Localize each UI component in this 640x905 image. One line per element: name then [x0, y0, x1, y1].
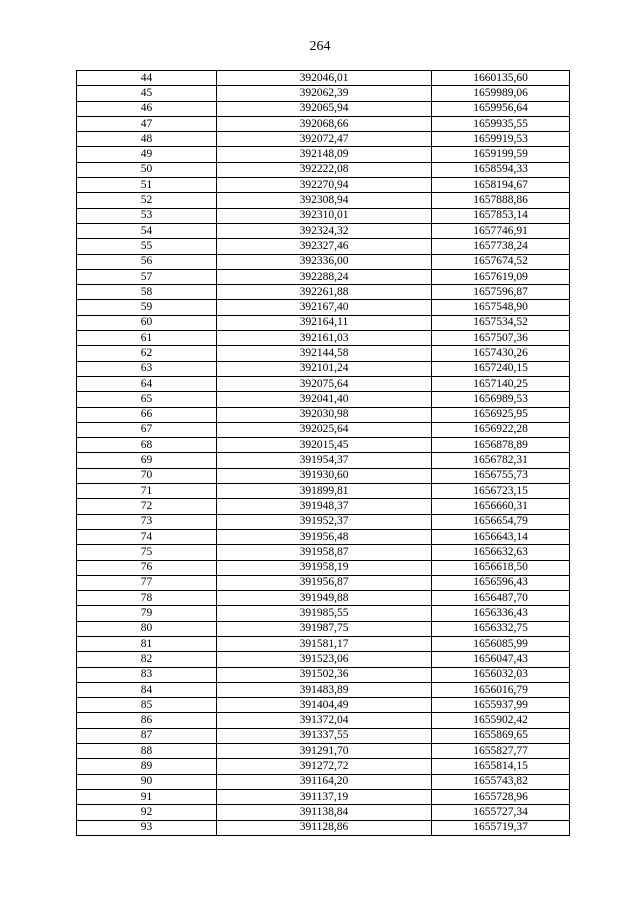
y-coordinate-cell: 1656782,31 — [432, 453, 570, 468]
y-coordinate-cell: 1656878,89 — [432, 438, 570, 453]
y-coordinate-cell: 1656016,79 — [432, 682, 570, 697]
point-number-cell: 63 — [77, 361, 217, 376]
table-row — [77, 285, 570, 300]
x-coordinate-cell: 391958,19 — [217, 560, 432, 575]
table-row — [77, 438, 570, 453]
point-number-cell: 92 — [77, 805, 217, 820]
x-coordinate-cell: 391948,37 — [217, 499, 432, 514]
y-coordinate-cell: 1657746,91 — [432, 223, 570, 238]
point-number-cell: 79 — [77, 606, 217, 621]
x-coordinate-cell: 391985,55 — [217, 606, 432, 621]
x-coordinate-cell: 391899,81 — [217, 484, 432, 499]
point-number-cell: 69 — [77, 453, 217, 468]
point-number-cell: 48 — [77, 132, 217, 147]
point-number-cell: 73 — [77, 514, 217, 529]
x-coordinate-cell: 392324,32 — [217, 223, 432, 238]
x-coordinate-cell: 391138,84 — [217, 805, 432, 820]
y-coordinate-cell: 1655827,77 — [432, 744, 570, 759]
x-coordinate-cell: 391337,55 — [217, 728, 432, 743]
point-number-cell: 51 — [77, 178, 217, 193]
table-row — [77, 376, 570, 391]
table-row — [77, 805, 570, 820]
table-row — [77, 178, 570, 193]
table-row — [77, 560, 570, 575]
y-coordinate-cell: 1656487,70 — [432, 591, 570, 606]
table-row — [77, 636, 570, 651]
table-row — [77, 71, 570, 86]
table-row — [77, 468, 570, 483]
point-number-cell: 86 — [77, 713, 217, 728]
y-coordinate-cell: 1659199,59 — [432, 147, 570, 162]
x-coordinate-cell: 391949,88 — [217, 591, 432, 606]
point-number-cell: 82 — [77, 652, 217, 667]
table-row — [77, 361, 570, 376]
table-row — [77, 514, 570, 529]
point-number-cell: 87 — [77, 728, 217, 743]
x-coordinate-cell: 392072,47 — [217, 132, 432, 147]
table-row — [77, 101, 570, 116]
x-coordinate-cell: 391930,60 — [217, 468, 432, 483]
point-number-cell: 59 — [77, 300, 217, 315]
y-coordinate-cell: 1655869,65 — [432, 728, 570, 743]
x-coordinate-cell: 392327,46 — [217, 239, 432, 254]
y-coordinate-cell: 1656632,63 — [432, 545, 570, 560]
y-coordinate-cell: 1658194,67 — [432, 178, 570, 193]
x-coordinate-cell: 392075,64 — [217, 376, 432, 391]
table-row — [77, 392, 570, 407]
table-row — [77, 269, 570, 284]
table-row — [77, 162, 570, 177]
point-number-cell: 44 — [77, 71, 217, 86]
x-coordinate-cell: 392288,24 — [217, 269, 432, 284]
y-coordinate-cell: 1657596,87 — [432, 285, 570, 300]
table-row — [77, 315, 570, 330]
y-coordinate-cell: 1657430,26 — [432, 346, 570, 361]
point-number-cell: 52 — [77, 193, 217, 208]
point-number-cell: 60 — [77, 315, 217, 330]
y-coordinate-cell: 1656660,31 — [432, 499, 570, 514]
table-row — [77, 698, 570, 713]
point-number-cell: 57 — [77, 269, 217, 284]
y-coordinate-cell: 1659919,53 — [432, 132, 570, 147]
y-coordinate-cell: 1655728,96 — [432, 789, 570, 804]
x-coordinate-cell: 392046,01 — [217, 71, 432, 86]
x-coordinate-cell: 391502,36 — [217, 667, 432, 682]
point-number-cell: 84 — [77, 682, 217, 697]
point-number-cell: 80 — [77, 621, 217, 636]
point-number-cell: 75 — [77, 545, 217, 560]
y-coordinate-cell: 1656336,43 — [432, 606, 570, 621]
point-number-cell: 49 — [77, 147, 217, 162]
x-coordinate-cell: 392310,01 — [217, 208, 432, 223]
y-coordinate-cell: 1656755,73 — [432, 468, 570, 483]
point-number-cell: 88 — [77, 744, 217, 759]
table-row — [77, 713, 570, 728]
table-row — [77, 484, 570, 499]
point-number-cell: 45 — [77, 86, 217, 101]
y-coordinate-cell: 1657888,86 — [432, 193, 570, 208]
x-coordinate-cell: 391954,37 — [217, 453, 432, 468]
y-coordinate-cell: 1656032,03 — [432, 667, 570, 682]
point-number-cell: 71 — [77, 484, 217, 499]
point-number-cell: 47 — [77, 116, 217, 131]
table-row — [77, 254, 570, 269]
y-coordinate-cell: 1656643,14 — [432, 529, 570, 544]
x-coordinate-cell: 391956,48 — [217, 529, 432, 544]
x-coordinate-cell: 392144,58 — [217, 346, 432, 361]
x-coordinate-cell: 392062,39 — [217, 86, 432, 101]
table-row — [77, 667, 570, 682]
table-row — [77, 606, 570, 621]
table-row — [77, 346, 570, 361]
y-coordinate-cell: 1656596,43 — [432, 575, 570, 590]
x-coordinate-cell: 392164,11 — [217, 315, 432, 330]
point-number-cell: 93 — [77, 820, 217, 835]
y-coordinate-cell: 1657507,36 — [432, 331, 570, 346]
page-number: 264 — [309, 39, 331, 54]
point-number-cell: 66 — [77, 407, 217, 422]
table-row — [77, 545, 570, 560]
point-number-cell: 54 — [77, 223, 217, 238]
x-coordinate-cell: 391523,06 — [217, 652, 432, 667]
table-row — [77, 744, 570, 759]
x-coordinate-cell: 391137,19 — [217, 789, 432, 804]
table-row — [77, 682, 570, 697]
point-number-cell: 53 — [77, 208, 217, 223]
x-coordinate-cell: 391483,89 — [217, 682, 432, 697]
point-number-cell: 68 — [77, 438, 217, 453]
point-number-cell: 65 — [77, 392, 217, 407]
point-number-cell: 62 — [77, 346, 217, 361]
x-coordinate-cell: 392308,94 — [217, 193, 432, 208]
table-row — [77, 208, 570, 223]
x-coordinate-cell: 392041,40 — [217, 392, 432, 407]
x-coordinate-cell: 392030,98 — [217, 407, 432, 422]
table-row — [77, 529, 570, 544]
x-coordinate-cell: 392167,40 — [217, 300, 432, 315]
point-number-cell: 46 — [77, 101, 217, 116]
point-number-cell: 77 — [77, 575, 217, 590]
y-coordinate-cell: 1655727,34 — [432, 805, 570, 820]
x-coordinate-cell: 391164,20 — [217, 774, 432, 789]
x-coordinate-cell: 391372,04 — [217, 713, 432, 728]
table-row — [77, 132, 570, 147]
x-coordinate-cell: 391291,70 — [217, 744, 432, 759]
table-row — [77, 774, 570, 789]
y-coordinate-cell: 1657619,09 — [432, 269, 570, 284]
y-coordinate-cell: 1656047,43 — [432, 652, 570, 667]
table-row — [77, 300, 570, 315]
x-coordinate-cell: 392161,03 — [217, 331, 432, 346]
table-row — [77, 193, 570, 208]
point-number-cell: 74 — [77, 529, 217, 544]
x-coordinate-cell: 392068,66 — [217, 116, 432, 131]
point-number-cell: 50 — [77, 162, 217, 177]
x-coordinate-cell: 392065,94 — [217, 101, 432, 116]
x-coordinate-cell: 392261,88 — [217, 285, 432, 300]
x-coordinate-cell: 392148,09 — [217, 147, 432, 162]
table-row — [77, 453, 570, 468]
point-number-cell: 58 — [77, 285, 217, 300]
table-row — [77, 331, 570, 346]
point-number-cell: 61 — [77, 331, 217, 346]
table-row — [77, 591, 570, 606]
table-row — [77, 116, 570, 131]
point-number-cell: 89 — [77, 759, 217, 774]
y-coordinate-cell: 1656925,95 — [432, 407, 570, 422]
point-number-cell: 85 — [77, 698, 217, 713]
x-coordinate-cell: 392025,64 — [217, 422, 432, 437]
y-coordinate-cell: 1655902,42 — [432, 713, 570, 728]
y-coordinate-cell: 1659935,55 — [432, 116, 570, 131]
x-coordinate-cell: 392336,00 — [217, 254, 432, 269]
x-coordinate-cell: 391404,49 — [217, 698, 432, 713]
y-coordinate-cell: 1656085,99 — [432, 636, 570, 651]
x-coordinate-cell: 391272,72 — [217, 759, 432, 774]
y-coordinate-cell: 1655719,37 — [432, 820, 570, 835]
y-coordinate-cell: 1656922,28 — [432, 422, 570, 437]
point-number-cell: 91 — [77, 789, 217, 804]
table-row — [77, 621, 570, 636]
y-coordinate-cell: 1656723,15 — [432, 484, 570, 499]
y-coordinate-cell: 1657140,25 — [432, 376, 570, 391]
x-coordinate-cell: 391128,86 — [217, 820, 432, 835]
y-coordinate-cell: 1656654,79 — [432, 514, 570, 529]
table-row — [77, 652, 570, 667]
y-coordinate-cell: 1658594,33 — [432, 162, 570, 177]
y-coordinate-cell: 1657674,52 — [432, 254, 570, 269]
point-number-cell: 67 — [77, 422, 217, 437]
y-coordinate-cell: 1660135,60 — [432, 71, 570, 86]
point-number-cell: 78 — [77, 591, 217, 606]
y-coordinate-cell: 1657534,52 — [432, 315, 570, 330]
point-number-cell: 70 — [77, 468, 217, 483]
y-coordinate-cell: 1659956,64 — [432, 101, 570, 116]
y-coordinate-cell: 1655743,82 — [432, 774, 570, 789]
x-coordinate-cell: 391581,17 — [217, 636, 432, 651]
table-row — [77, 789, 570, 804]
x-coordinate-cell: 392270,94 — [217, 178, 432, 193]
table-row — [77, 820, 570, 835]
point-number-cell: 56 — [77, 254, 217, 269]
table-row — [77, 239, 570, 254]
point-number-cell: 72 — [77, 499, 217, 514]
table-row — [77, 728, 570, 743]
x-coordinate-cell: 392222,08 — [217, 162, 432, 177]
x-coordinate-cell: 392015,45 — [217, 438, 432, 453]
table-row — [77, 422, 570, 437]
point-number-cell: 83 — [77, 667, 217, 682]
y-coordinate-cell: 1656618,50 — [432, 560, 570, 575]
table-row — [77, 147, 570, 162]
x-coordinate-cell: 391952,37 — [217, 514, 432, 529]
y-coordinate-cell: 1659989,06 — [432, 86, 570, 101]
table-row — [77, 499, 570, 514]
y-coordinate-cell: 1657738,24 — [432, 239, 570, 254]
point-number-cell: 64 — [77, 376, 217, 391]
x-coordinate-cell: 391956,87 — [217, 575, 432, 590]
y-coordinate-cell: 1655814,15 — [432, 759, 570, 774]
coordinates-table-body — [77, 71, 570, 836]
coordinates-table — [76, 70, 570, 836]
x-coordinate-cell: 391958,87 — [217, 545, 432, 560]
y-coordinate-cell: 1655937,99 — [432, 698, 570, 713]
table-row — [77, 86, 570, 101]
y-coordinate-cell: 1657548,90 — [432, 300, 570, 315]
point-number-cell: 90 — [77, 774, 217, 789]
x-coordinate-cell: 391987,75 — [217, 621, 432, 636]
y-coordinate-cell: 1656989,53 — [432, 392, 570, 407]
y-coordinate-cell: 1657240,15 — [432, 361, 570, 376]
table-row — [77, 407, 570, 422]
y-coordinate-cell: 1657853,14 — [432, 208, 570, 223]
y-coordinate-cell: 1656332,75 — [432, 621, 570, 636]
point-number-cell: 76 — [77, 560, 217, 575]
x-coordinate-cell: 392101,24 — [217, 361, 432, 376]
table-row — [77, 575, 570, 590]
table-row — [77, 223, 570, 238]
point-number-cell: 55 — [77, 239, 217, 254]
table-row — [77, 759, 570, 774]
point-number-cell: 81 — [77, 636, 217, 651]
